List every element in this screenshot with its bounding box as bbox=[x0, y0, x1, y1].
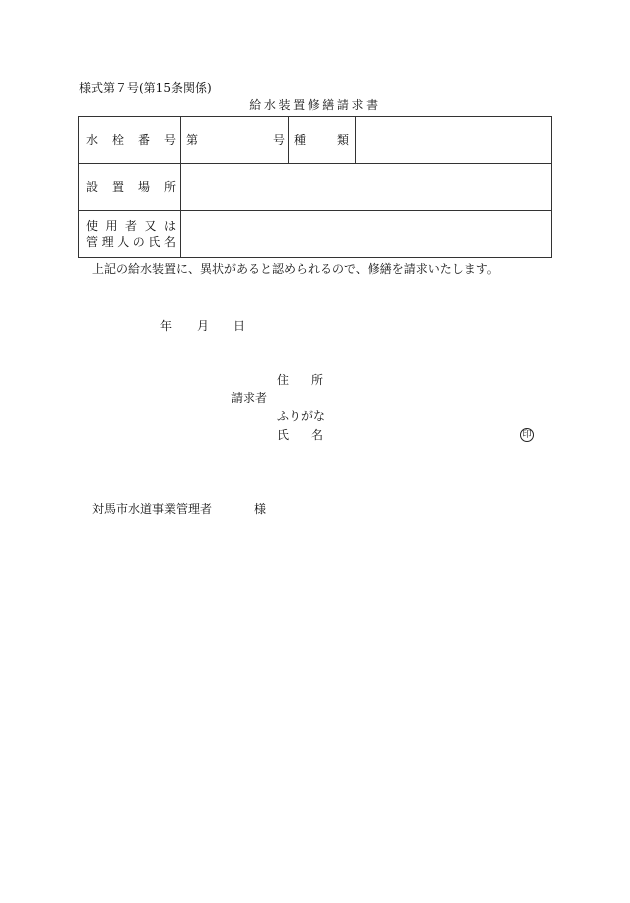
user-label-line2: 管 理 人 の 氏 名 bbox=[86, 235, 176, 249]
name-label: 氏 名 bbox=[277, 428, 323, 442]
user-name-field[interactable] bbox=[186, 219, 546, 249]
date-year: 年 bbox=[160, 319, 173, 333]
table-border-bottom bbox=[78, 257, 552, 258]
claimant-label: 請求者 bbox=[231, 391, 268, 405]
type-label-divider-left bbox=[288, 116, 289, 163]
request-statement: 上記の給水装置に、異状があると認められるので、修繕を請求いたします。 bbox=[92, 262, 499, 276]
user-label-line1: 使 用 者 又 は bbox=[86, 219, 176, 233]
table-divider-1 bbox=[78, 163, 552, 164]
hydrant-number-suffix: 号 bbox=[273, 133, 286, 147]
recipient-name: 対馬市水道事業管理者 bbox=[92, 502, 213, 516]
table-border-right bbox=[551, 116, 552, 258]
form-number: 様式第７号(第15条関係) bbox=[79, 81, 212, 95]
furigana-label: ふりがな bbox=[277, 409, 326, 423]
date-month: 月 bbox=[197, 319, 210, 333]
table-border-left bbox=[78, 116, 79, 258]
table-divider-2 bbox=[78, 210, 552, 211]
page-title: 給水装置修繕請求書 bbox=[249, 98, 381, 112]
type-label-divider-right bbox=[355, 116, 356, 163]
hydrant-number-field[interactable] bbox=[190, 130, 270, 150]
hydrant-number-label: 水 栓 番 号 bbox=[86, 133, 176, 147]
seal-icon: 印 bbox=[520, 428, 534, 442]
type-field[interactable] bbox=[362, 126, 547, 154]
type-label: 種 類 bbox=[294, 133, 349, 147]
label-column-divider bbox=[180, 116, 181, 258]
installation-location-field[interactable] bbox=[186, 172, 546, 202]
hydrant-number-prefix: 第 bbox=[186, 133, 199, 147]
recipient-honorific: 様 bbox=[254, 502, 267, 516]
installation-location-label: 設 置 場 所 bbox=[86, 180, 176, 194]
table-border-top bbox=[78, 116, 552, 117]
request-form-table bbox=[78, 116, 552, 258]
date-day: 日 bbox=[233, 319, 246, 333]
address-label: 住 所 bbox=[277, 373, 323, 387]
